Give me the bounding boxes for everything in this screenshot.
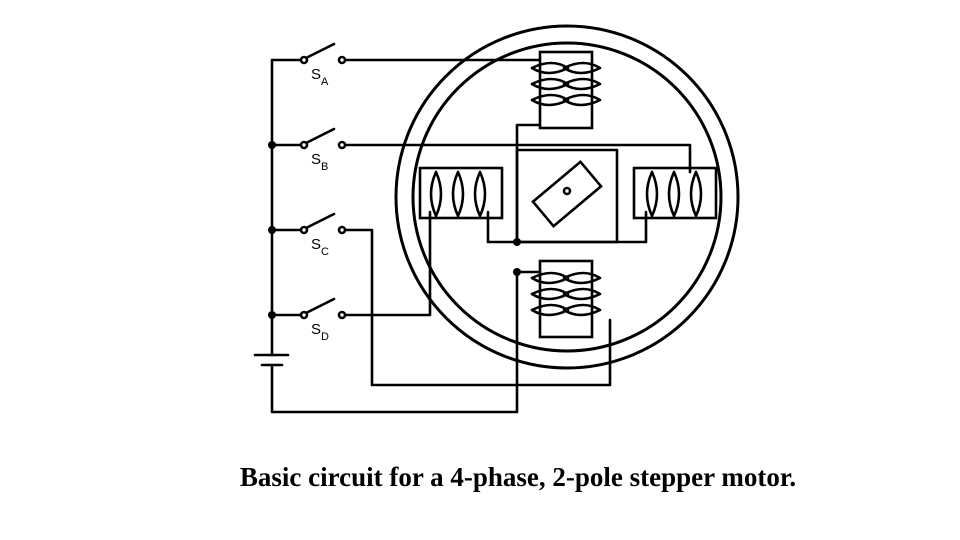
switch-label-b: $S_B$	[311, 151, 329, 173]
rotor	[517, 150, 617, 242]
figure-caption: Basic circuit for a 4-phase, 2-pole stepper motor.	[239, 462, 797, 492]
switch-bank	[255, 44, 517, 412]
switch-label-a: $S_A$	[311, 66, 329, 88]
switch-label-c: $S_C$	[311, 236, 329, 258]
switch-label-d: $S_D$	[311, 321, 329, 343]
battery-symbol	[255, 355, 288, 365]
